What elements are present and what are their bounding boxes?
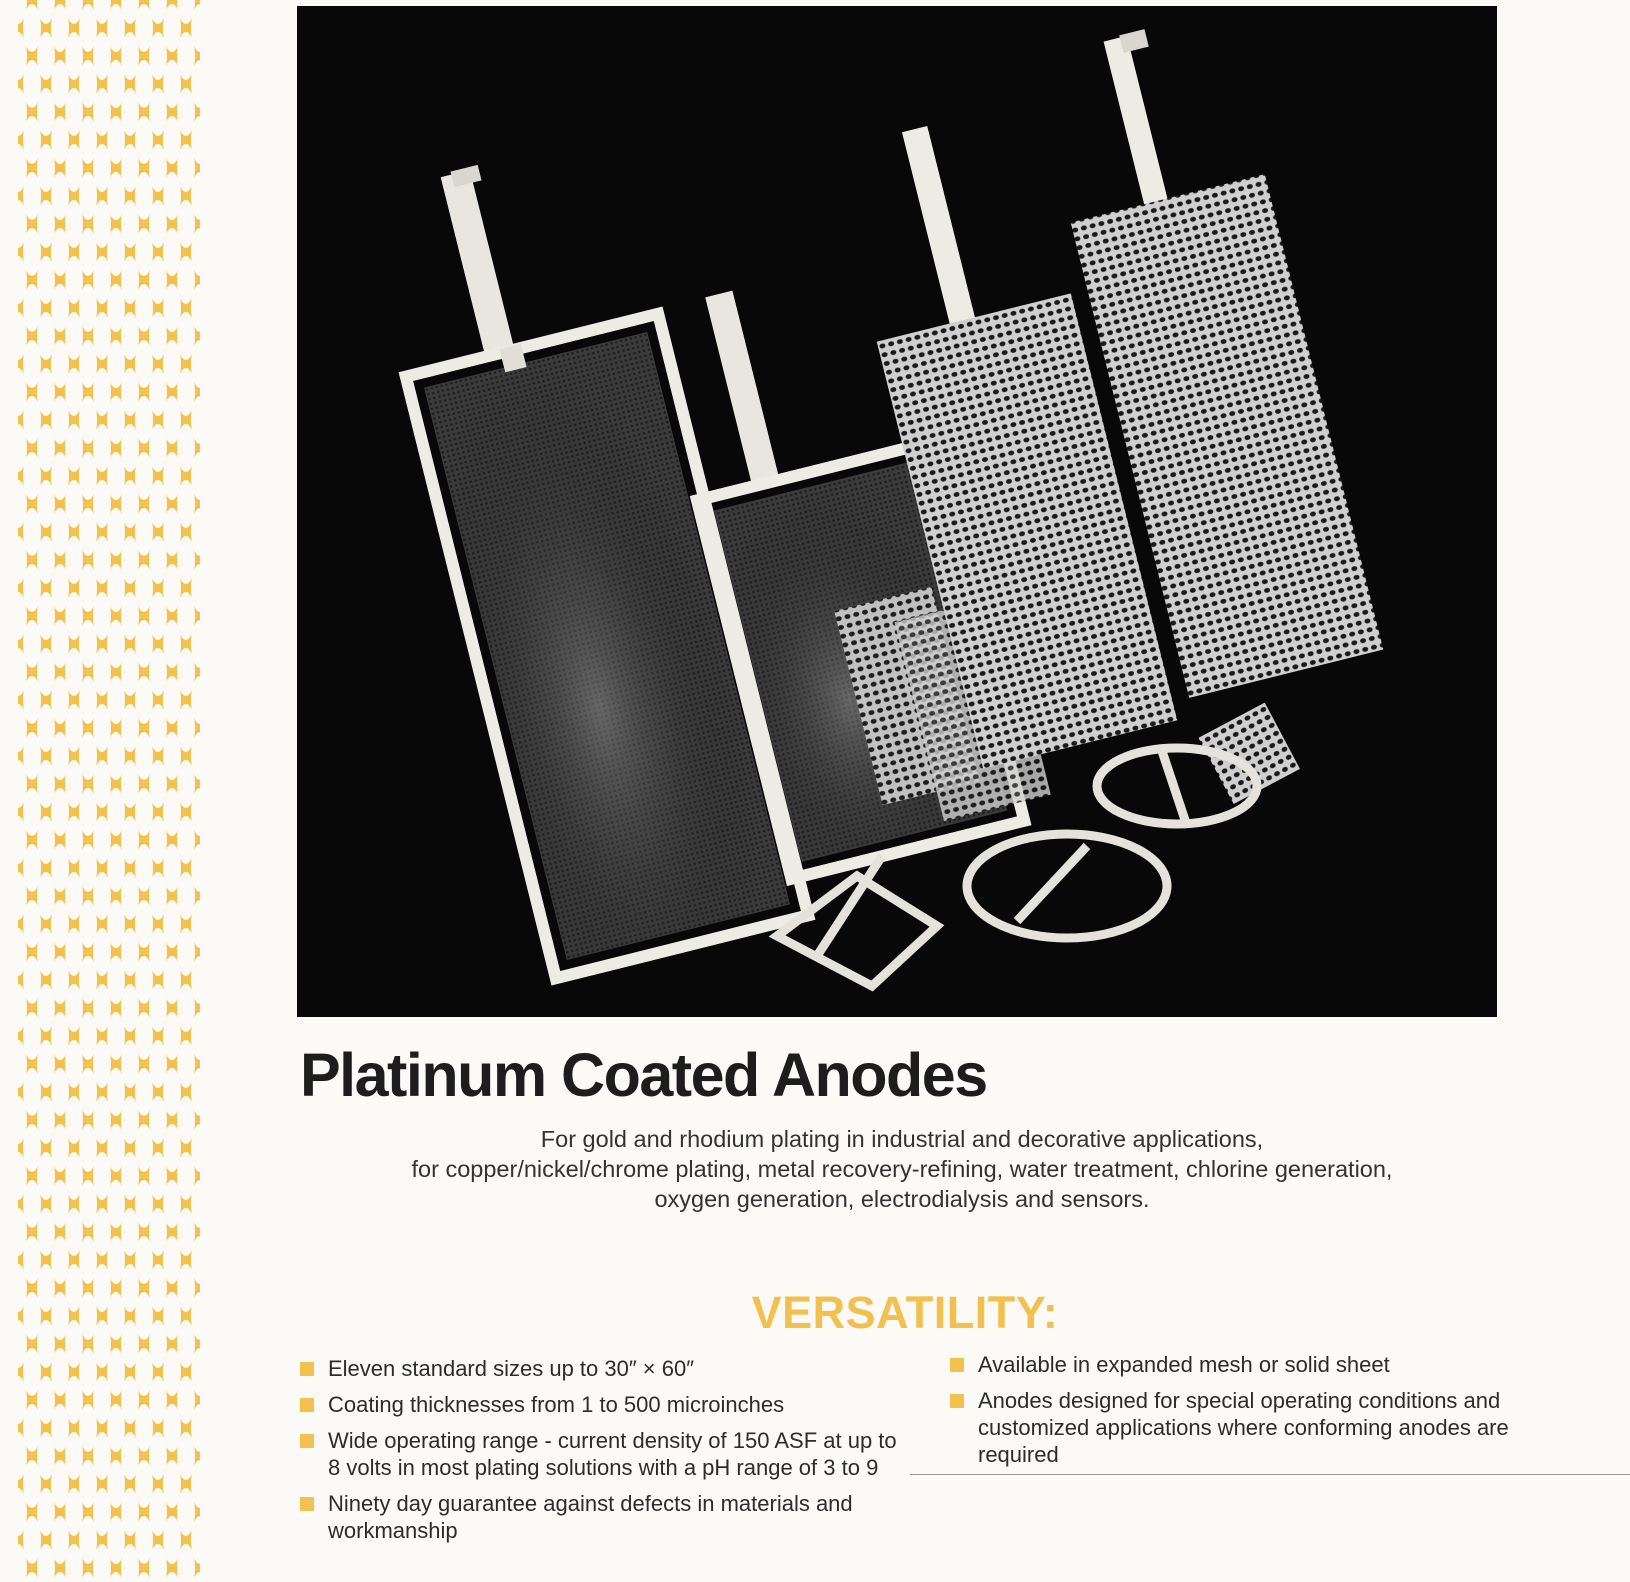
list-item: [300, 1355, 900, 1382]
mesh-pattern-strip: [18, 0, 200, 1582]
list-item-text: Coating thicknesses from 1 to 500 microinches: [328, 1392, 785, 1417]
list-item-text: Wide operating range - current density of 150 ASF at up to 8 volts in most plating solutions with a pH range of 3 to 9: [328, 1428, 897, 1480]
square-bullet-icon: [950, 1394, 964, 1408]
versatility-heading: VERSATILITY:: [751, 1287, 1059, 1338]
divider-rule: [910, 1474, 1630, 1475]
versatility-list-right: [950, 1351, 1530, 1477]
subtitle-applications: [297, 1124, 1507, 1214]
list-item-text: Anodes designed for special operating conditions and customized applications where conforming anodes are required: [978, 1388, 1509, 1467]
versatility-list-left: [300, 1355, 900, 1553]
subtitle-line: for copper/nickel/chrome plating, metal recovery-refining, water treatment, chlorine generation,: [411, 1156, 1393, 1182]
list-item-text: Eleven standard sizes up to 30″ × 60″: [328, 1356, 694, 1381]
anodes-photo: [297, 6, 1497, 1017]
subtitle-line: oxygen generation, electrodialysis and sensors.: [654, 1186, 1150, 1212]
square-bullet-icon: [300, 1362, 314, 1376]
list-item: [300, 1391, 900, 1418]
page-title: Platinum Coated Anodes: [300, 1041, 987, 1109]
square-bullet-icon: [300, 1434, 314, 1448]
list-item: [950, 1351, 1530, 1378]
subtitle-line: For gold and rhodium plating in industrial and decorative applications,: [540, 1126, 1264, 1152]
list-item-text: Ninety day guarantee against defects in materials and workmanship: [328, 1491, 853, 1543]
list-item: [300, 1490, 900, 1544]
square-bullet-icon: [300, 1398, 314, 1412]
list-item-text: Available in expanded mesh or solid sheet: [978, 1352, 1390, 1377]
list-item: [300, 1427, 900, 1481]
list-item: [950, 1387, 1530, 1468]
square-bullet-icon: [300, 1497, 314, 1511]
square-bullet-icon: [950, 1358, 964, 1372]
